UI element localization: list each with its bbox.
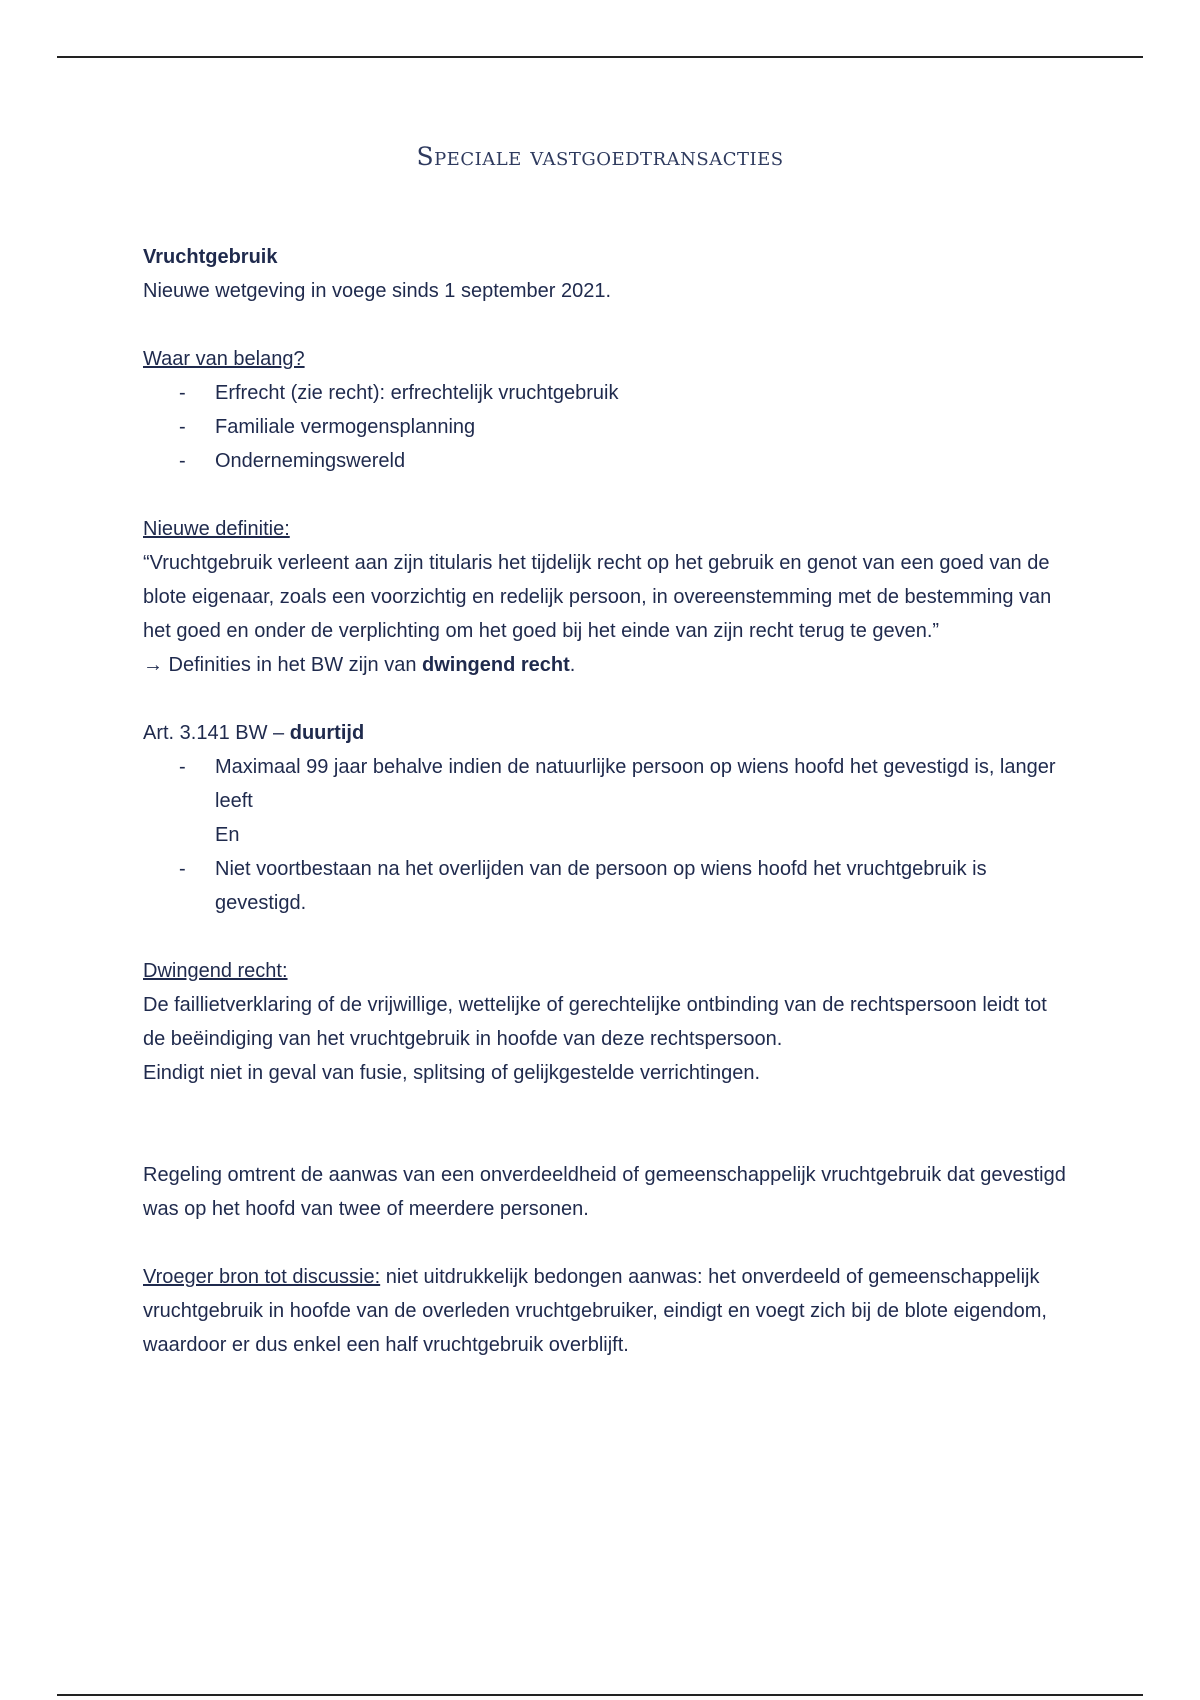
- dwingend-text: De faillietverklaring of de vrijwillige, wettelijke of gerechtelijke ontbinding van de rechtspersoon leidt tot de beëindiging van het vruchtgebruik in hoofde van deze rechtspersoon.: [143, 994, 1047, 1050]
- duurtijd-heading: Art. 3.141 BW – duurtijd: [143, 722, 365, 744]
- definitie-quote: “Vruchtgebruik verleent aan zijn titularis het tijdelijk recht op het gebruik en genot van een goed van de blote eigenaar, zoals een voorzichtig en redelijk persoon, in overeenstemming met de bestemming van het goed en onder de verplichting om het goed bij het einde van zijn recht terug te geven.”: [143, 552, 1052, 642]
- definitie-heading: Nieuwe definitie:: [143, 518, 290, 540]
- connector-text: En: [215, 824, 240, 846]
- document-body: [143, 240, 1073, 1362]
- dwingend-text-2: Eindigt niet in geval van fusie, splitsing of gelijkgestelde verrichtingen.: [143, 1062, 761, 1084]
- vroeger-label: Vroeger bron tot discussie:: [143, 1266, 381, 1288]
- list-item: - Niet voortbestaan na het overlijden van de persoon op wiens hoofd het vruchtgebruik is gevestigd.: [215, 852, 1073, 920]
- list-item: - Ondernemingswereld: [215, 444, 1073, 478]
- top-rule: [57, 56, 1143, 58]
- bottom-rule: [57, 1694, 1143, 1696]
- intro-text: Nieuwe wetgeving in voege sinds 1 september 2021.: [143, 280, 612, 302]
- aanwas-text: Regeling omtrent de aanwas van een onverdeeldheid of gemeenschappelijk vruchtgebruik dat gevestigd was op het hoofd van twee of meerdere personen.: [143, 1164, 1066, 1220]
- section-heading-vruchtgebruik: Vruchtgebruik: [143, 246, 278, 268]
- duurtijd-list: [143, 750, 1073, 818]
- list-item: - Maximaal 99 jaar behalve indien de natuurlijke persoon op wiens hoofd het gevestigd is, langer leeft: [215, 750, 1073, 818]
- dwingend-heading: Dwingend recht:: [143, 960, 288, 982]
- belang-heading: Waar van belang?: [143, 348, 305, 370]
- list-item: - Familiale vermogensplanning: [215, 410, 1073, 444]
- list-item: - Erfrecht (zie recht): erfrechtelijk vruchtgebruik: [215, 376, 1073, 410]
- belang-list: [143, 376, 1073, 478]
- page-title: Speciale vastgoedtransacties: [416, 142, 784, 171]
- vroeger-paragraph: Vroeger bron tot discussie: niet uitdrukkelijk bedongen aanwas: het onverdeeld of gemeenschappelijk vruchtgebruik in hoofde van de overleden vruchtgebruiker, eindigt en voegt zich bij de blote eigendom, waardoor er dus enkel een half vruchtgebruik overblijft.: [143, 1266, 1047, 1356]
- definitie-note: → Definities in het BW zijn van dwingend recht.: [143, 654, 576, 676]
